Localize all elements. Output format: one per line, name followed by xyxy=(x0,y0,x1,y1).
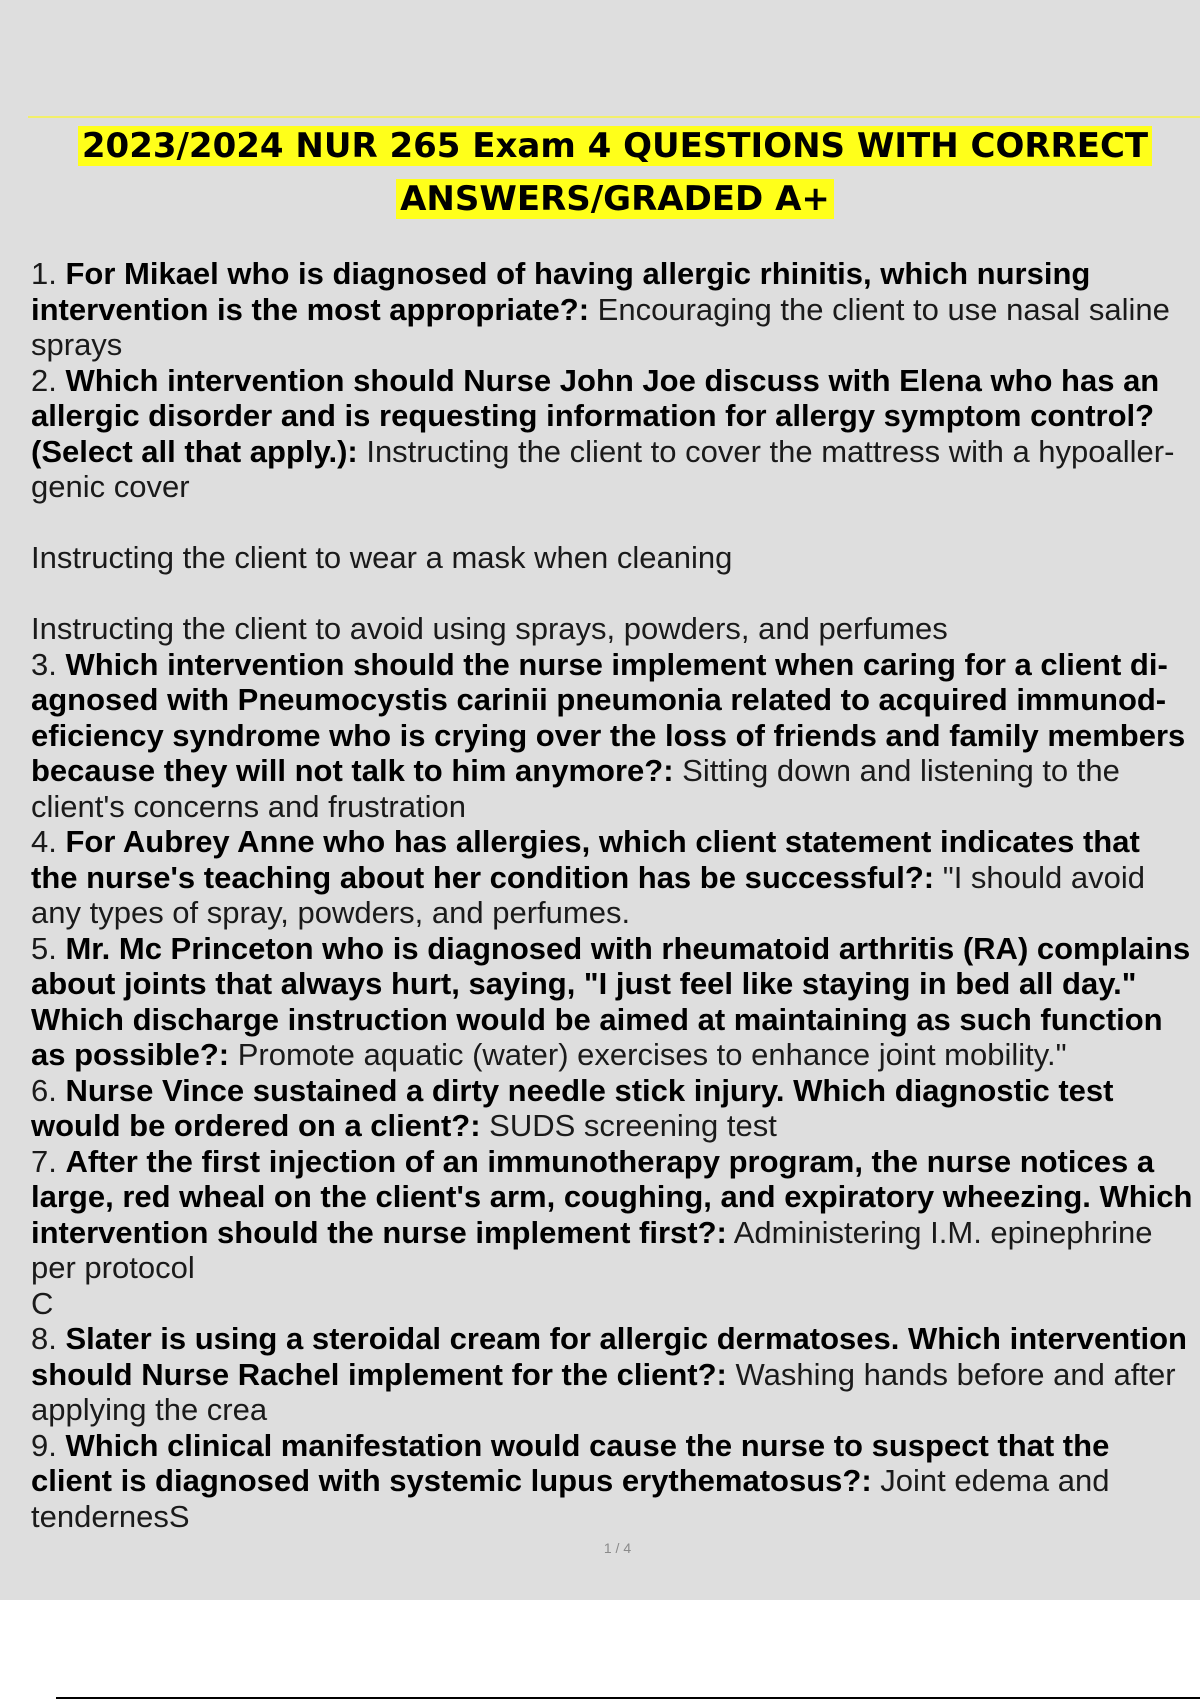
line-answer-text: Washing hands before and after xyxy=(726,1356,1176,1392)
line-question-text: Slater is using a steroidal cream for allergic dermatoses. Which intervention xyxy=(65,1321,1187,1356)
line-question-text: For Aubrey Anne who has allergies, which client statement indicates that xyxy=(65,824,1140,859)
title-line-1: 2023/2024 NUR 265 Exam 4 QUESTIONS WITH CORRECT xyxy=(78,126,1152,166)
title-line-2: ANSWERS/GRADED A+ xyxy=(396,179,834,219)
line-answer-text: Sitting down and listening to the xyxy=(673,753,1120,788)
line-question-text: intervention should the nurse implement first?: xyxy=(31,1214,727,1250)
line-question-text: Which discharge instruction would be aimed at maintaining as such function xyxy=(31,1001,1163,1037)
line-text: 3. xyxy=(31,646,66,682)
bottom-rule xyxy=(56,1697,1200,1699)
text-line xyxy=(31,398,1200,434)
line-question-text: about joints that always hurt, saying, "I just feel like staying in bed all day." xyxy=(31,966,1137,1001)
text-line xyxy=(31,1250,1200,1286)
line-question-text: eficiency syndrome who is crying over the loss of friends and family members xyxy=(31,717,1186,753)
text-line xyxy=(31,1286,1200,1322)
line-text: sprays xyxy=(31,327,123,362)
line-question-text: intervention is the most appropriate?: xyxy=(31,291,590,327)
text-line xyxy=(31,1037,1200,1073)
line-question-text: After the first injection of an immunotherapy program, the nurse notices a xyxy=(65,1143,1155,1179)
line-question-text: For Mikael who is diagnosed of having allergic rhinitis, which nursing xyxy=(65,256,1091,291)
line-text: C xyxy=(31,1285,54,1321)
page-number: 1 / 4 xyxy=(603,1540,632,1556)
text-line xyxy=(31,469,1200,505)
line-answer-text: "I should avoid xyxy=(934,859,1146,895)
text-line xyxy=(31,1073,1200,1109)
line-text: 8. xyxy=(31,1321,66,1356)
line-question-text: client is diagnosed with systemic lupus erythematosus?: xyxy=(31,1463,872,1498)
line-question-text: large, red wheal on the client's arm, coughing, and expiratory wheezing. Which xyxy=(31,1179,1193,1214)
text-line xyxy=(31,824,1200,860)
text-line xyxy=(31,434,1200,470)
line-text: 7. xyxy=(31,1143,66,1179)
line-text: 9. xyxy=(31,1427,66,1463)
line-text: 4. xyxy=(31,824,66,859)
text-line xyxy=(31,576,1200,612)
text-line xyxy=(31,682,1200,718)
line-text: 6. xyxy=(31,1072,66,1108)
text-line xyxy=(31,1144,1200,1180)
line-answer-text: Encouraging the client to use nasal saline xyxy=(589,291,1170,327)
text-line xyxy=(31,611,1200,647)
line-text: any types of spray, powders, and perfumes. xyxy=(31,895,631,930)
title-rule xyxy=(28,116,1200,118)
text-line xyxy=(31,1215,1200,1251)
line-question-text: Which intervention should the nurse implement when caring for a client di- xyxy=(65,646,1168,682)
text-line xyxy=(31,1179,1200,1215)
line-question-text: Which clinical manifestation would cause the nurse to suspect that the xyxy=(65,1427,1110,1463)
line-answer-text: Administering I.M. epinephrine xyxy=(726,1214,1153,1250)
line-text: applying the crea xyxy=(31,1392,268,1427)
text-line xyxy=(31,1428,1200,1464)
text-line xyxy=(31,540,1200,576)
text-line xyxy=(31,1108,1200,1144)
line-answer-text: SUDS screening test xyxy=(480,1108,777,1143)
line-text: Instructing the client to wear a mask when cleaning xyxy=(31,540,733,575)
text-line xyxy=(31,256,1200,292)
text-line xyxy=(31,647,1200,683)
text-line xyxy=(31,1499,1200,1535)
line-text: client's concerns and frustration xyxy=(31,788,466,824)
question-list xyxy=(31,256,1200,1534)
line-question-text: the nurse's teaching about her condition has be successful?: xyxy=(31,859,935,895)
line-text: 2. xyxy=(31,362,66,398)
text-line xyxy=(31,292,1200,328)
line-text: 5. xyxy=(31,930,66,966)
text-line xyxy=(31,1392,1200,1428)
text-line xyxy=(31,718,1200,754)
line-text: per protocol xyxy=(31,1250,195,1285)
line-answer-text: Joint edema and xyxy=(871,1463,1110,1498)
text-line xyxy=(31,895,1200,931)
line-question-text: should Nurse Rachel implement for the client?: xyxy=(31,1356,727,1392)
line-question-text: Nurse Vince sustained a dirty needle stick injury. Which diagnostic test xyxy=(65,1072,1114,1108)
line-question-text: as possible?: xyxy=(31,1037,230,1072)
text-line xyxy=(31,1357,1200,1393)
text-line xyxy=(31,860,1200,896)
line-question-text: (Select all that apply.): xyxy=(31,433,358,469)
text-line xyxy=(31,327,1200,363)
line-question-text: because they will not talk to him anymore?: xyxy=(31,753,674,788)
document-title xyxy=(30,120,1200,226)
line-answer-text: Promote aquatic (water) exercises to enhance joint mobility." xyxy=(229,1037,1067,1072)
line-question-text: agnosed with Pneumocystis carinii pneumonia related to acquired immunod- xyxy=(31,682,1167,717)
text-line xyxy=(31,363,1200,399)
line-question-text: allergic disorder and is requesting information for allergy symptom control? xyxy=(31,398,1155,433)
line-text: tendernesS xyxy=(31,1498,190,1534)
text-line xyxy=(31,505,1200,541)
text-line xyxy=(31,789,1200,825)
text-line xyxy=(31,966,1200,1002)
line-text: 1. xyxy=(31,256,66,291)
line-question-text: Mr. Mc Princeton who is diagnosed with rheumatoid arthritis (RA) complains xyxy=(65,930,1191,966)
line-question-text: would be ordered on a client?: xyxy=(31,1108,481,1143)
text-line xyxy=(31,1321,1200,1357)
text-line xyxy=(31,1002,1200,1038)
text-line xyxy=(31,1463,1200,1499)
line-text: Instructing the client to avoid using sprays, powders, and perfumes xyxy=(31,611,948,646)
line-question-text: Which intervention should Nurse John Joe discuss with Elena who has an xyxy=(65,362,1160,398)
line-answer-text: Instructing the client to cover the mattress with a hypoaller- xyxy=(357,433,1175,469)
line-text: genic cover xyxy=(31,469,190,504)
text-line xyxy=(31,753,1200,789)
text-line xyxy=(31,931,1200,967)
